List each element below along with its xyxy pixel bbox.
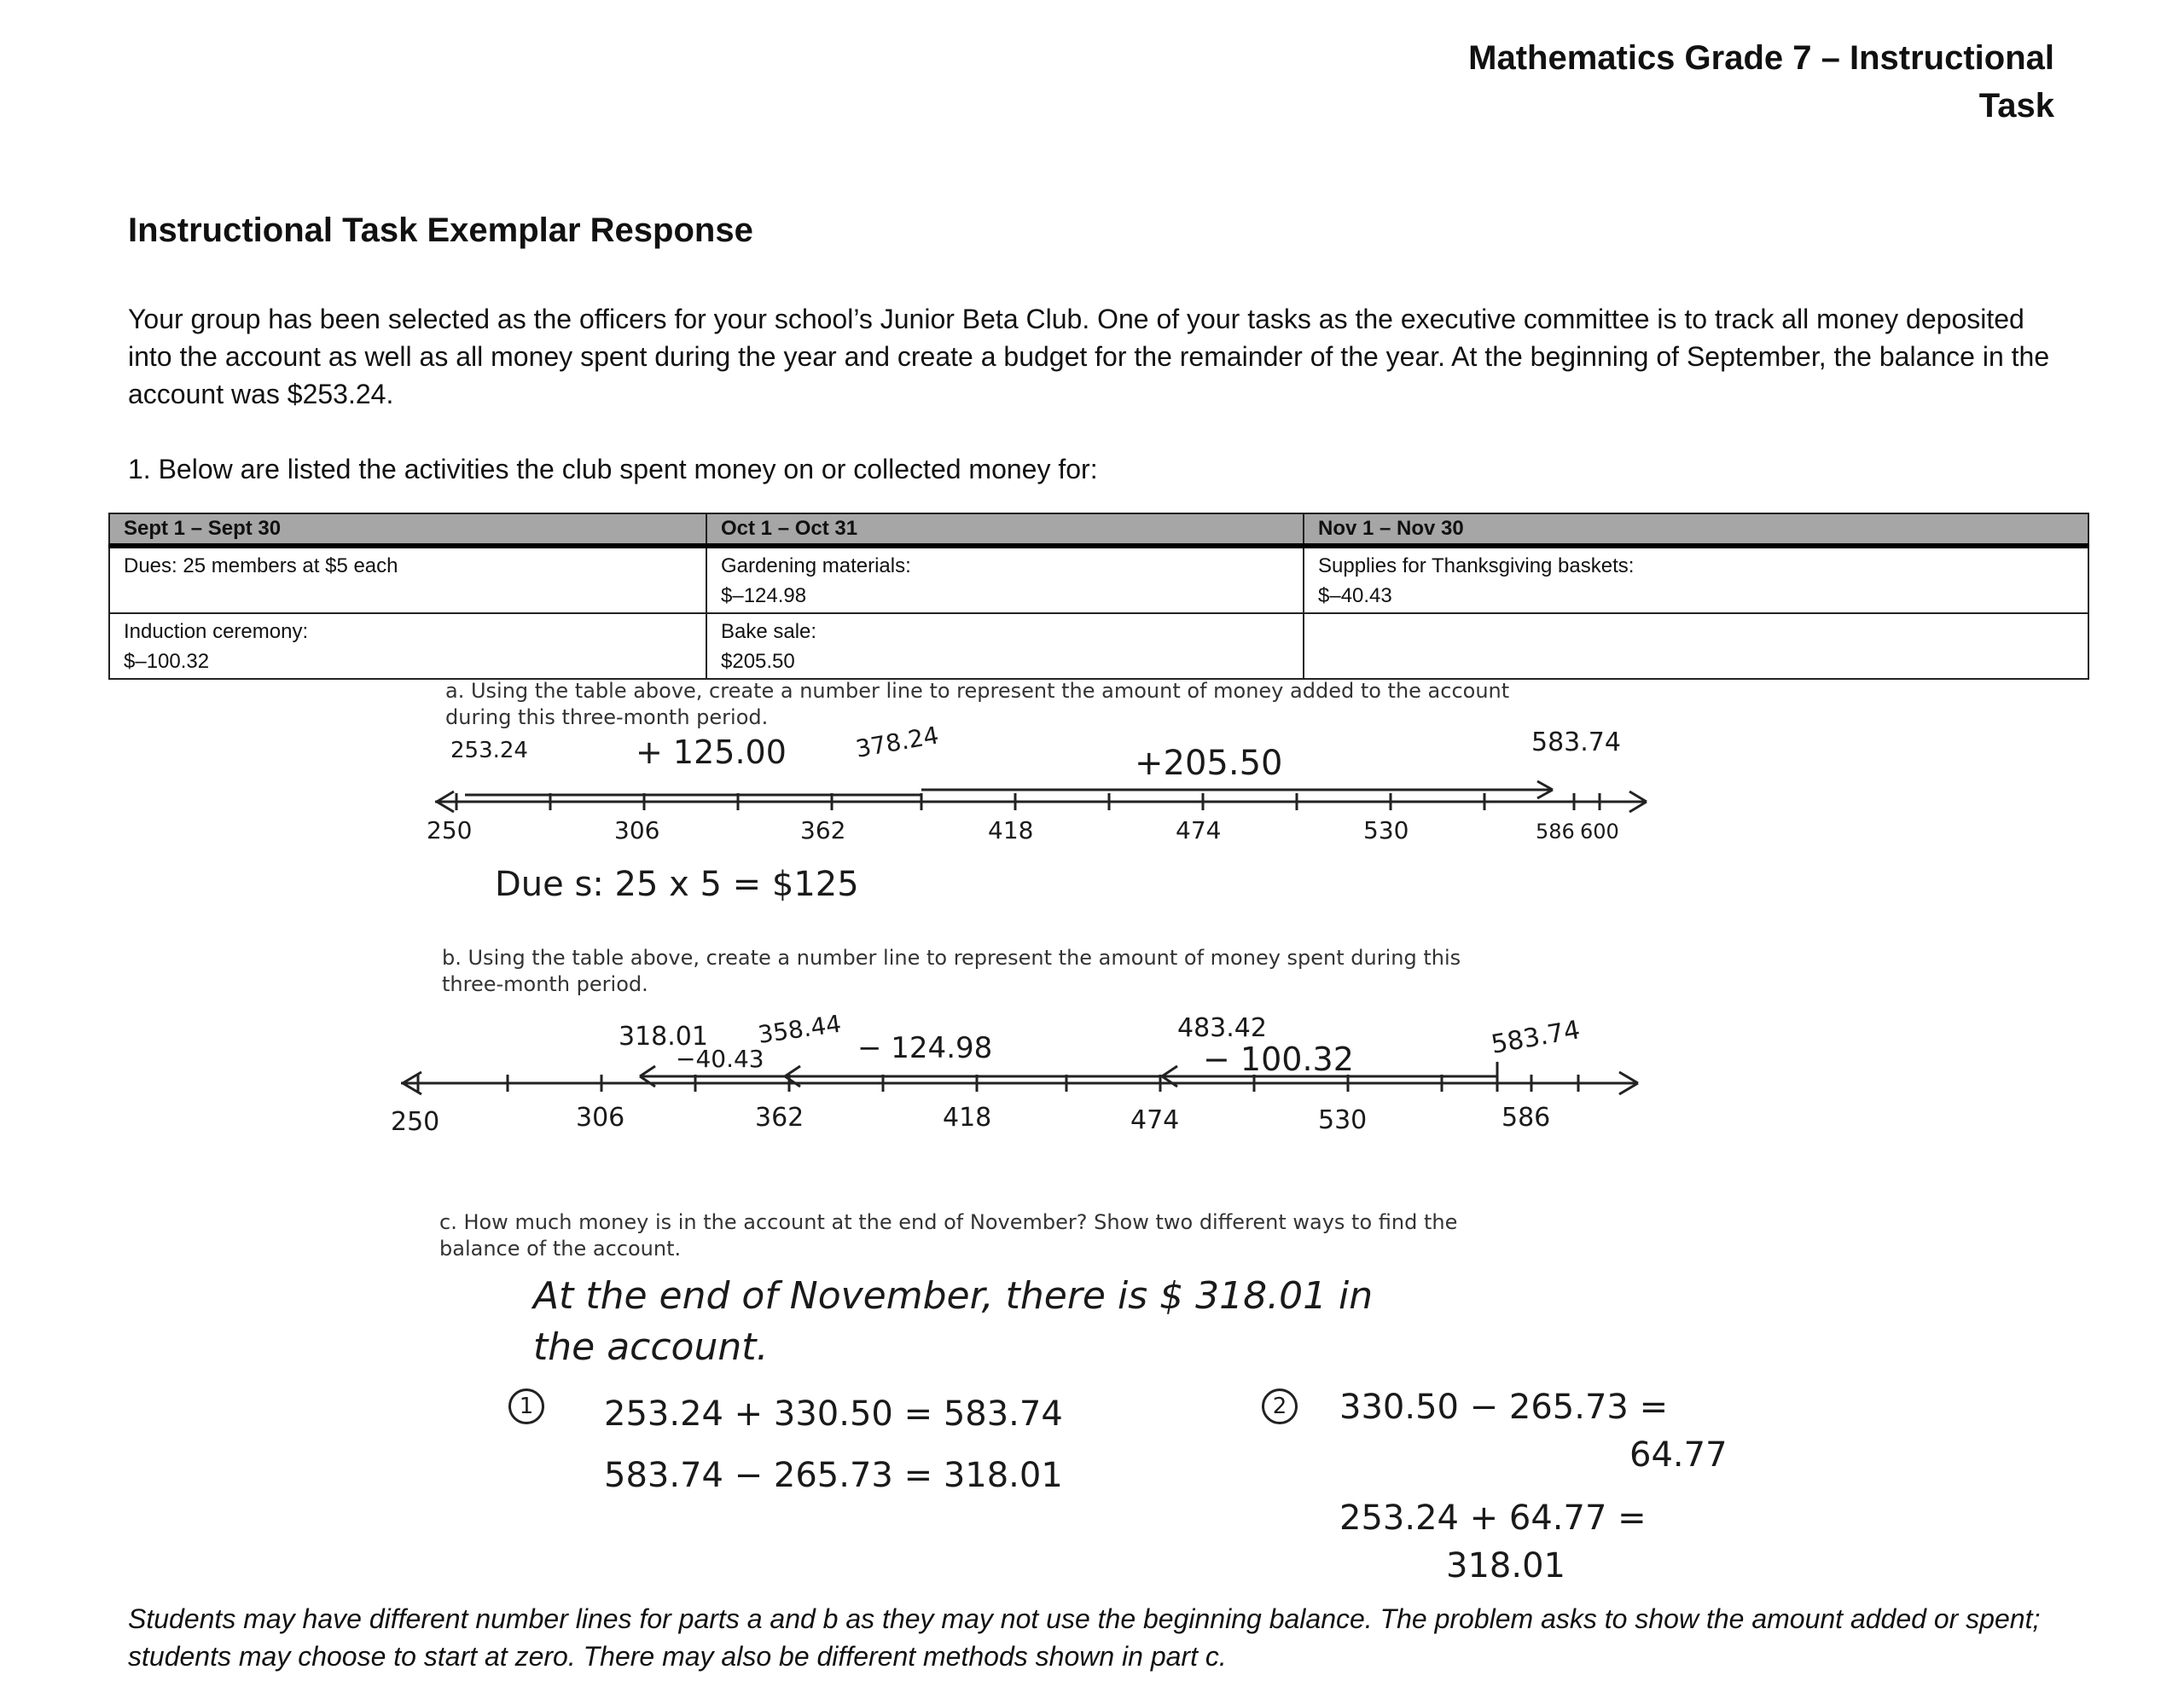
number-line-b bbox=[384, 994, 1681, 1147]
table-header-row bbox=[109, 513, 2088, 546]
page-title: Instructional Task Exemplar Response bbox=[128, 212, 753, 249]
header-line-1: Mathematics Grade 7 – Instructional bbox=[1468, 39, 2054, 77]
question-1: 1. Below are listed the activities the club spent money on or collected money for: bbox=[128, 454, 1098, 484]
annotation-end: 583.74 bbox=[1531, 728, 1621, 757]
method-2-badge: 2 bbox=[1262, 1388, 1298, 1424]
annotation-end: 318.01 bbox=[619, 1022, 708, 1052]
tick-label: 418 bbox=[988, 816, 1034, 844]
part-c-prompt bbox=[439, 1209, 1457, 1262]
tick-label: 530 bbox=[1318, 1105, 1368, 1135]
work-line: 64.77 bbox=[1629, 1435, 1728, 1475]
annotation-jump-a: −40.43 bbox=[676, 1045, 764, 1073]
tick-labels bbox=[391, 1103, 1550, 1137]
annotation-jump-b: − 124.98 bbox=[857, 1031, 993, 1065]
cell-label: Dues: 25 members at $5 each bbox=[124, 554, 398, 577]
tick-label: 600 bbox=[1580, 820, 1619, 844]
cell-label: Supplies for Thanksgiving baskets: bbox=[1318, 554, 1635, 577]
part-b-prompt-line: three-month period. bbox=[442, 972, 648, 996]
cell-value: $205.50 bbox=[721, 650, 795, 673]
annotation-jump-2: +205.50 bbox=[1135, 744, 1283, 783]
part-c-answer bbox=[533, 1271, 1373, 1373]
tick-label: 250 bbox=[391, 1107, 440, 1137]
tick-label: 586 bbox=[1502, 1103, 1551, 1133]
method-1-work bbox=[604, 1383, 1063, 1506]
tick-label: 474 bbox=[1176, 816, 1222, 844]
tick-labels bbox=[427, 816, 1619, 844]
annotation-p3: 483.42 bbox=[1177, 1013, 1267, 1043]
cell-label: Induction ceremony: bbox=[124, 620, 309, 643]
cell-value: $–100.32 bbox=[124, 650, 210, 673]
tick-label: 362 bbox=[800, 816, 846, 844]
tick-label: 530 bbox=[1363, 816, 1409, 844]
part-b-prompt-line: b. Using the table above, create a number line to represent the amount of money spent during this bbox=[442, 946, 1461, 970]
tick-label: 418 bbox=[943, 1103, 992, 1133]
part-c-prompt-line: balance of the account. bbox=[439, 1237, 682, 1261]
footnote: Students may have different number lines for parts a and b as they may not use the beginning balance. The problem asks to show the amount added or spent; students may choose to start at zero. There may also be different methods shown in part c. bbox=[128, 1603, 2041, 1672]
document-header bbox=[1468, 34, 2054, 130]
answer-line: At the end of November, there is $ 318.01 in bbox=[533, 1274, 1374, 1318]
part-a-prompt-line: a. Using the table above, create a number line to represent the amount of money added to the account bbox=[445, 679, 1510, 703]
table-cell bbox=[1304, 546, 2088, 613]
cell-label: Gardening materials: bbox=[721, 554, 911, 577]
header-line-2: Task bbox=[1978, 87, 2054, 125]
table-cell bbox=[109, 546, 706, 613]
table-header-cell: Oct 1 – Oct 31 bbox=[706, 513, 1304, 546]
cell-label: Bake sale: bbox=[721, 620, 817, 643]
table-cell bbox=[109, 613, 706, 679]
part-c-prompt-line: c. How much money is in the account at the end of November? Show two different ways to find the bbox=[439, 1210, 1458, 1234]
table-cell bbox=[706, 546, 1304, 613]
activities-table bbox=[108, 513, 2089, 680]
part-a-prompt-line: during this three-month period. bbox=[445, 705, 769, 729]
annotation-start: 583.74 bbox=[1489, 1015, 1583, 1060]
tick-label: 474 bbox=[1130, 1105, 1180, 1135]
tick-label: 306 bbox=[576, 1103, 625, 1133]
method-2-work bbox=[1339, 1383, 1728, 1590]
work-line: 330.50 − 265.73 = bbox=[1339, 1388, 1669, 1427]
tick-label: 586 bbox=[1536, 820, 1575, 844]
intro-paragraph: Your group has been selected as the officers for your school’s Junior Beta Club. One of your tasks as the executive committee is to track all money deposited into the account as well as all money spent during the year and create a budget for the remainder of the year. At the beginning of September, the balance in the account was $253.24. bbox=[128, 304, 2050, 409]
work-line: 318.01 bbox=[1446, 1546, 1565, 1586]
annotation-mid: 378.24 bbox=[853, 721, 941, 763]
work-line: 253.24 + 64.77 = bbox=[1339, 1499, 1647, 1538]
work-line: 253.24 + 330.50 = 583.74 bbox=[604, 1394, 1063, 1434]
dues-work: Due s: 25 x 5 = $125 bbox=[495, 865, 859, 904]
table-row bbox=[109, 546, 2088, 613]
table-cell bbox=[1304, 613, 2088, 679]
table-row bbox=[109, 613, 2088, 679]
table-header-cell: Nov 1 – Nov 30 bbox=[1304, 513, 2088, 546]
annotation-jump-c: − 100.32 bbox=[1203, 1041, 1354, 1078]
table-header-cell: Sept 1 – Sept 30 bbox=[109, 513, 706, 546]
answer-line: the account. bbox=[533, 1325, 769, 1369]
tick-label: 362 bbox=[755, 1103, 804, 1133]
part-b-prompt bbox=[442, 945, 1461, 998]
cell-value: $–124.98 bbox=[721, 584, 807, 607]
work-line: 583.74 − 265.73 = 318.01 bbox=[604, 1456, 1063, 1495]
tick-label: 250 bbox=[427, 816, 473, 844]
annotation-jump-1: + 125.00 bbox=[636, 733, 787, 771]
number-line-a bbox=[418, 716, 1681, 938]
method-1-badge: 1 bbox=[508, 1388, 544, 1424]
annotation-p2: 358.44 bbox=[756, 1009, 844, 1049]
cell-value: $–40.43 bbox=[1318, 584, 1392, 607]
table-cell bbox=[706, 613, 1304, 679]
tick-label: 306 bbox=[614, 816, 660, 844]
annotation-start: 253.24 bbox=[450, 738, 528, 763]
